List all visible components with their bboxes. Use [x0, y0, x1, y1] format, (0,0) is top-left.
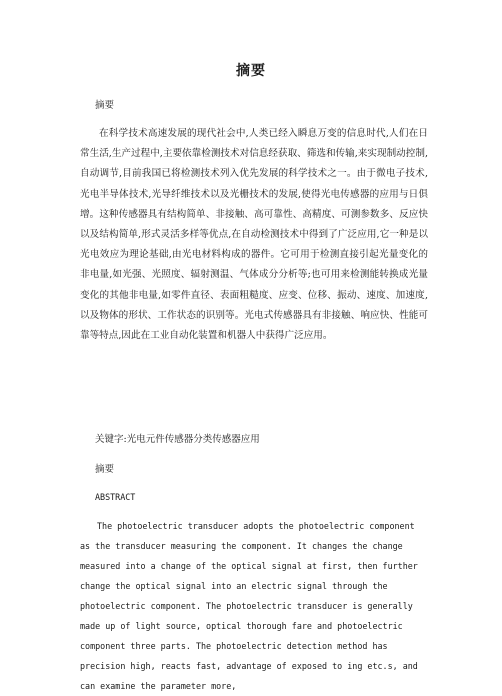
abstract-heading: ABSTRACT [95, 492, 136, 502]
page-title: 摘要 [236, 63, 266, 79]
section-label-abstract-2: 摘要 [95, 464, 115, 475]
english-abstract-paragraph: The photoelectric transducer adopts the photoelectric component as the transducer measuring the component. It changes the change measured into a change of the optical signal at first, then further change the optical signal into an electric signal through the photoelectric component. The photoelectric transducer is generally made up of light source, optical thorough fare and photoelectric component three parts. The photoelectric detection method has precision high, reacts fast, advantage of exposed to ing etc.s, and can examine the parameter more, [80, 521, 418, 691]
keywords-line: 关键字:光电元件传感器分类传感器应用 [95, 434, 260, 445]
section-label-abstract: 摘要 [95, 100, 115, 111]
chinese-abstract-body [80, 124, 428, 346]
english-abstract-body [80, 516, 425, 696]
chinese-abstract-paragraph: 在科学技术高速发展的现代社会中,人类已经入瞬息万变的信息时代,人们在日常生活,生产过程中,主要依靠检测技术对信息经获取、筛选和传输,来实现制动控制,自动调节,目前我国已将检测技术列入优先发展的科学技术之一。由于微电子技术,光电半导体技术,光导纤维技术以及光栅技术的发展,使得光电传感器的应用与日俱增。这种传感器具有结构简单、非接触、高可靠性、高精度、可测参数多、反应快以及结构简单,形式灵活多样等优点,在自动检测技术中得到了广泛应用,它一种是以光电效应为理论基础,由光电材料构成的器件。它可用于检测直接引起光量变化的非电量,如光强、光照度、辐射测温、气体成分分析等;也可用来检测能转换成光量变化的其他非电量,如零件直径、表面粗糙度、应变、位移、振动、速度、加速度,以及物体的形状、工作状态的识别等。光电式传感器具有非接触、响应快、性能可靠等特点,因此在工业自动化装置和机器人中获得广泛应用。 [80, 128, 428, 342]
